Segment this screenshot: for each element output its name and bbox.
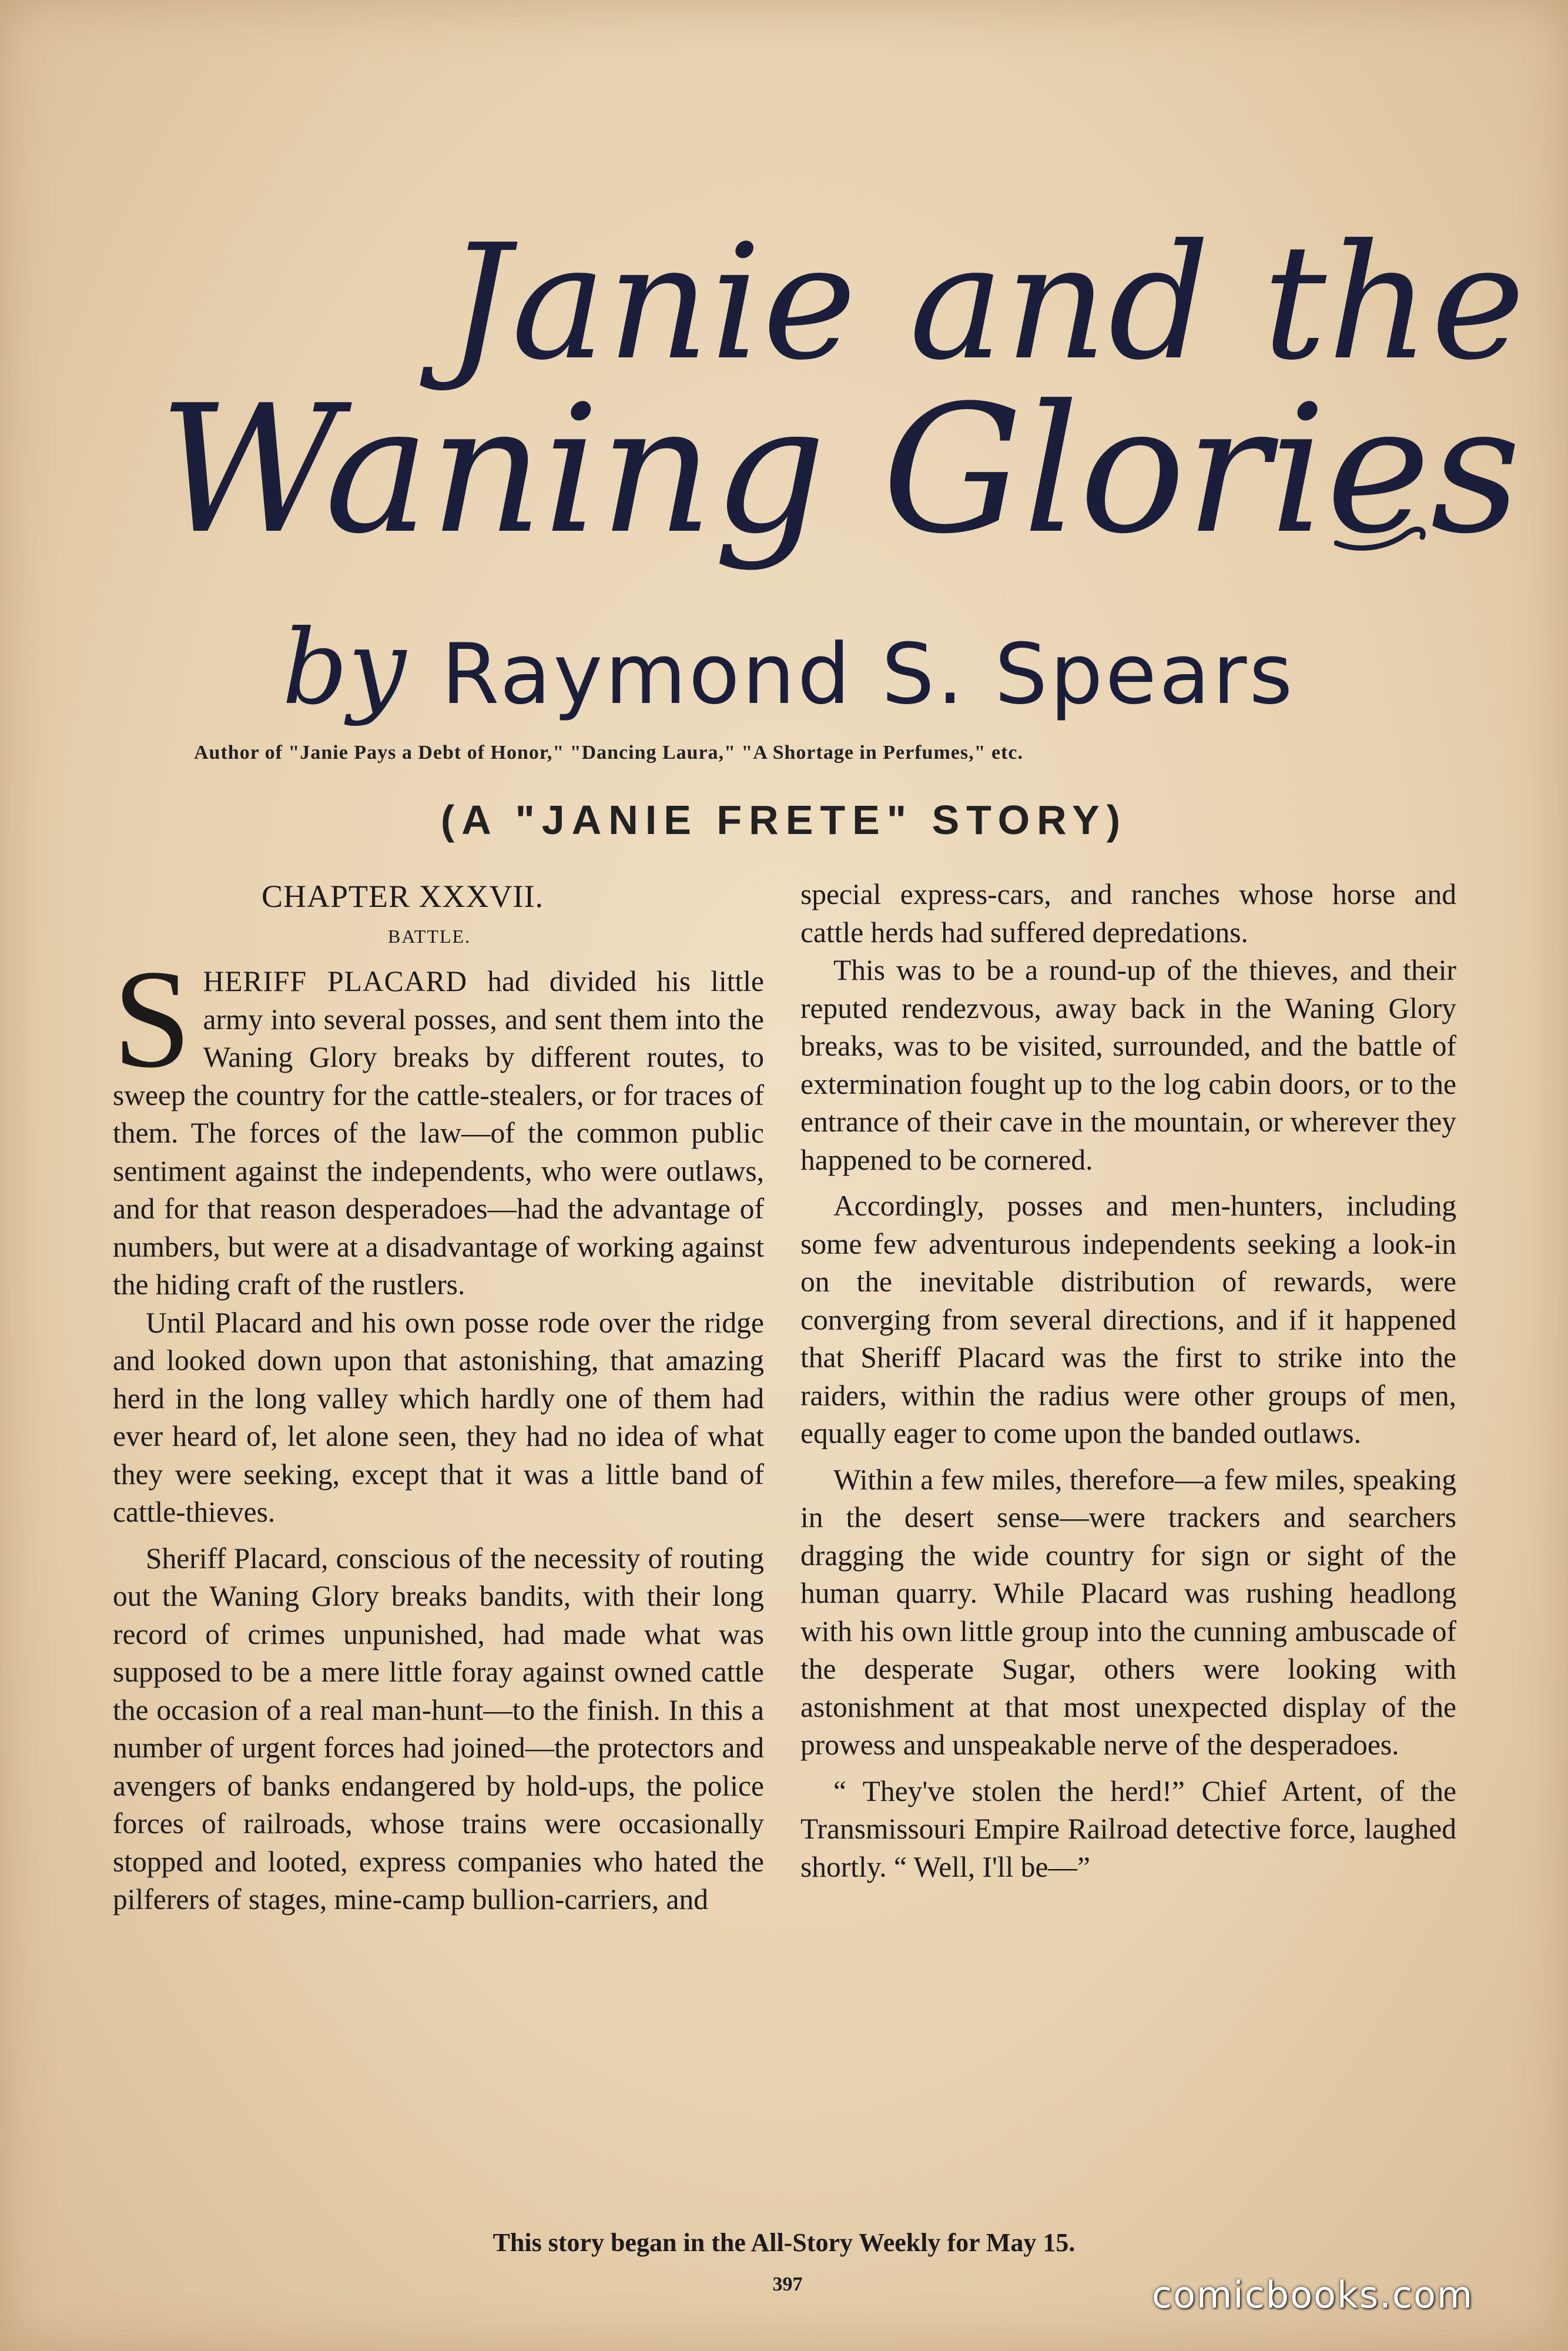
chapter-subheading: BATTLE. (388, 926, 471, 947)
serial-footnote: This story began in the All-Story Weekly for May 15. (492, 2228, 1076, 2257)
byline-by: by (282, 608, 406, 728)
paragraph (113, 940, 764, 1304)
byline (282, 608, 1328, 728)
chapter-heading: CHAPTER XXXVII. (262, 879, 544, 914)
title-flourish (1334, 517, 1428, 552)
story-title-line-1: Janie and the (447, 210, 1526, 395)
page-number: 397 (772, 2273, 803, 2295)
paragraph: Sheriff Placard, conscious of the necessity of routing out the Waning Glory breaks bandits, with their long record of crimes unpunished, had made what was supposed to be a mere little foray against owned cattle the occasion of a real man-hunt—to the finish. In this a number of urgent forces had joined—the protectors and avengers of banks endangered by hold-ups, the police forces of railroads, whose trains were occasionally stopped and looted, express companies who hated the pilferers of stages, mine-camp bullion-carriers, and (113, 1542, 764, 1915)
series-line: (A "JANIE FRETE" STORY) (440, 797, 1128, 843)
paragraph: special express-cars, and ranches whose horse and cattle herds had suffered depredations. (800, 878, 1456, 949)
left-column (113, 876, 764, 1919)
paragraph: This was to be a round-up of the thieves, and their reputed rendezvous, away back in the Waning Glory breaks, was to be visited, surrounded, and the battle of extermination fought up to the log cabin doors, or to the entrance of their cave in the mountain, or wherever they happened to be cornered. (800, 954, 1456, 1176)
paragraph: “ They've stolen the herd!” Chief Artent, of the Transmissouri Empire Railroad detective force, laughed shortly. “ Well, I'll be—” (800, 1774, 1456, 1883)
paragraph-text: had divided his little army into several posses, and sent them into the Waning Glory breaks by different routes, to sweep the country for the cattle-stealers, or for traces of them. The forces of the law—of the common public sentiment against the independents, who were outlaws, and for that reason desperadoes—had the advantage of numbers, but were at a disadvantage of working against the hiding craft of the rustlers. (113, 965, 764, 1301)
lead-in-caps: HERIFF PLACARD (203, 965, 468, 997)
paragraph: Accordingly, posses and men-hunters, including some few adventurous independents seeking a look-in on the inevitable distribution of rewards, were converging from several directions, and if it happened that Sheriff Placard was the first to strike into the raiders, within the radius were other groups of men, equally eager to come upon the banded outlaws. (800, 1190, 1456, 1449)
drop-cap: S (113, 940, 192, 1097)
paragraph: Until Placard and his own posse rode over the ridge and looked down upon that astonishing, that amazing herd in the long valley which hardly one of them had ever heard of, let alone seen, they had no idea of what they were seeking, except that it was a little band of cattle-thieves. (113, 1306, 764, 1528)
author-name: Raymond S. Spears (441, 626, 1295, 723)
watermark: comicbooks.com (1152, 2273, 1474, 2316)
paragraph: Within a few miles, therefore—a few miles, speaking in the desert sense—were trackers and searchers dragging the wide country for sign or sight of the human quarry. While Placard was rushing headlong with his own little group into the cunning ambuscade of the desperate Sugar, others were looking with astonishment at that most unexpected display of the prowess and unspeakable nerve of the desperadoes. (800, 1463, 1456, 1761)
right-column (800, 876, 1456, 1886)
author-credits: Author of "Janie Pays a Debt of Honor," "Dancing Laura," "A Shortage in Perfumes," etc. (194, 742, 1023, 763)
story-title-line-2: Waning Glories (159, 367, 1521, 572)
